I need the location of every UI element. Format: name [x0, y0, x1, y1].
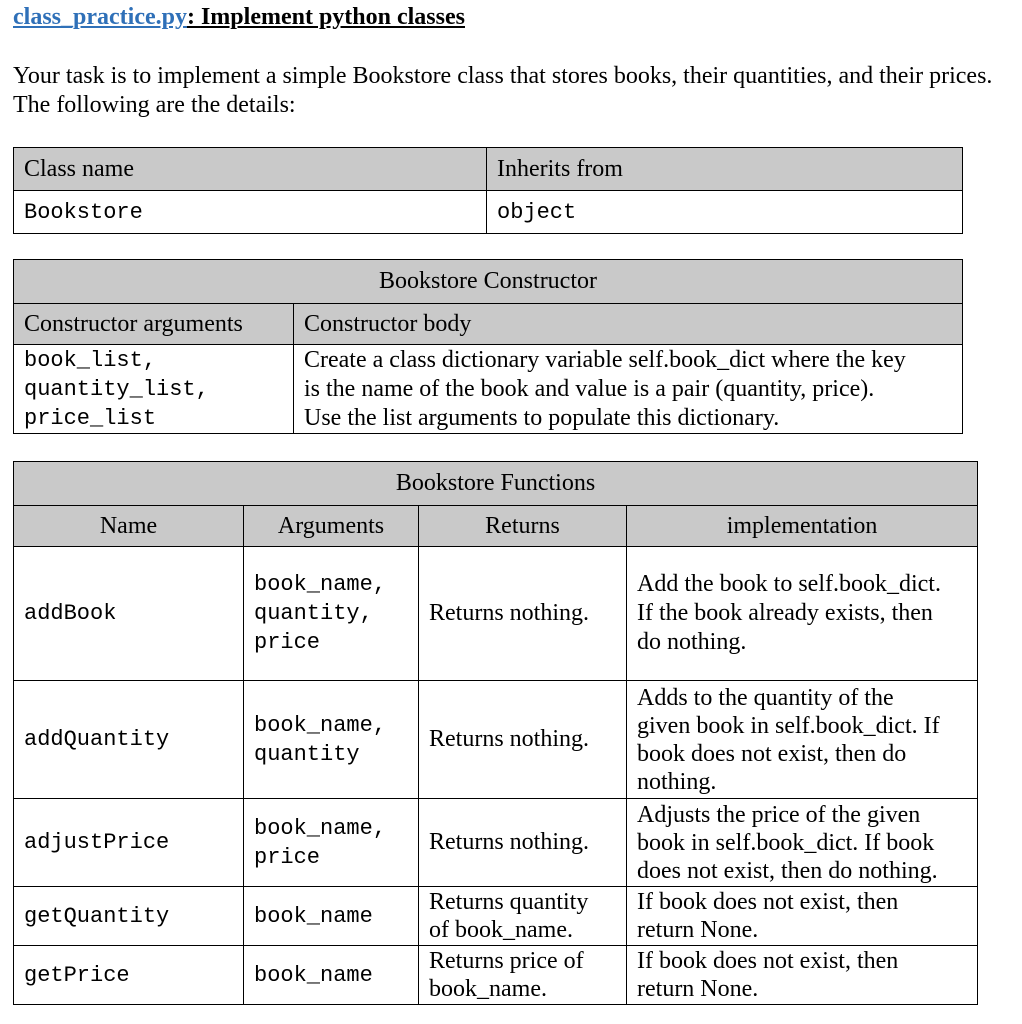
function-returns — [419, 681, 627, 799]
class-table — [13, 147, 963, 234]
impl-line: return None. — [637, 917, 759, 943]
function-arg: book_name, — [254, 572, 387, 597]
function-arg: book_name, — [254, 712, 387, 738]
constructor-body-cell — [294, 345, 963, 434]
function-name: addBook — [14, 547, 244, 681]
function-impl — [627, 946, 978, 1005]
returns-line: Returns nothing. — [429, 829, 589, 855]
constructor-body-line: Use the list arguments to populate this dictionary. — [304, 404, 780, 431]
heading-separator: : — [186, 4, 201, 30]
returns-line: Returns quantity — [429, 889, 589, 915]
impl-line: does not exist, then do nothing. — [637, 857, 938, 884]
constructor-args-header: Constructor arguments — [14, 304, 294, 345]
impl-line: Adjusts the price of the given — [637, 801, 921, 828]
constructor-body-header: Constructor body — [294, 304, 963, 345]
function-args — [244, 547, 419, 681]
function-args — [244, 681, 419, 799]
constructor-body-line: is the name of the book and value is a pair (quantity, price). — [304, 375, 875, 402]
returns-line: Returns price of — [429, 948, 584, 974]
function-impl — [627, 547, 978, 681]
function-returns — [419, 946, 627, 1005]
table-row — [14, 946, 978, 1005]
functions-title: Bookstore Functions — [14, 462, 978, 506]
function-impl — [627, 799, 978, 887]
impl-line: If the book already exists, then — [637, 600, 933, 626]
intro-paragraph: Your task is to implement a simple Bookstore class that stores books, their quantities, and their prices. The following are the details: — [13, 63, 993, 118]
table-row — [14, 799, 978, 887]
constructor-row — [14, 345, 963, 434]
function-arg: book_name — [254, 962, 373, 988]
class-name-header: Class name — [14, 148, 487, 191]
impl-line: Adds to the quantity of the — [637, 684, 894, 711]
function-args — [244, 946, 419, 1005]
function-args — [244, 887, 419, 946]
page-heading — [13, 4, 465, 31]
function-arg: price — [254, 630, 321, 655]
returns-line: Returns nothing. — [429, 600, 589, 626]
name-header: Name — [14, 506, 244, 547]
implementation-header: implementation — [627, 506, 978, 547]
class-name-cell: Bookstore — [14, 191, 487, 234]
function-args — [244, 799, 419, 887]
constructor-title: Bookstore Constructor — [14, 260, 963, 304]
impl-line: return None. — [637, 976, 759, 1002]
function-name: addQuantity — [14, 681, 244, 799]
constructor-header-row — [14, 304, 963, 345]
heading-title: Implement python classes — [200, 4, 465, 30]
filename-link[interactable]: class_practice.py — [13, 4, 187, 30]
functions-title-row — [14, 462, 978, 506]
inherits-from-header: Inherits from — [487, 148, 963, 191]
function-name: getPrice — [14, 946, 244, 1005]
impl-line: book in self.book_dict. If book — [637, 829, 935, 856]
functions-header-row — [14, 506, 978, 547]
function-arg: price — [254, 844, 321, 870]
functions-table — [13, 461, 978, 1005]
function-returns — [419, 799, 627, 887]
constructor-body-line: Create a class dictionary variable self.book_dict where the key — [304, 346, 906, 373]
returns-line: of book_name. — [429, 917, 573, 943]
arguments-header: Arguments — [244, 506, 419, 547]
constructor-arg: book_list, — [24, 347, 157, 373]
constructor-args-cell — [14, 345, 294, 434]
impl-line: If book does not exist, then — [637, 948, 899, 974]
class-table-header — [14, 148, 963, 191]
function-returns — [419, 887, 627, 946]
function-arg: quantity — [254, 741, 360, 767]
returns-line: book_name. — [429, 976, 547, 1002]
returns-line: Returns nothing. — [429, 726, 589, 752]
impl-line: book does not exist, then do — [637, 740, 907, 767]
constructor-table — [13, 259, 963, 434]
function-name: getQuantity — [14, 887, 244, 946]
table-row — [14, 887, 978, 946]
impl-line: Add the book to self.book_dict. — [637, 571, 941, 597]
impl-line: given book in self.book_dict. If — [637, 712, 940, 739]
inherits-from-cell: object — [487, 191, 963, 234]
constructor-title-row — [14, 260, 963, 304]
constructor-arg: quantity_list, — [24, 376, 209, 402]
function-arg: book_name, — [254, 815, 387, 841]
function-impl — [627, 887, 978, 946]
table-row — [14, 547, 978, 681]
function-impl — [627, 681, 978, 799]
function-returns — [419, 547, 627, 681]
function-arg: book_name — [254, 903, 373, 929]
returns-header: Returns — [419, 506, 627, 547]
function-arg: quantity, — [254, 601, 373, 626]
impl-line: nothing. — [637, 768, 717, 795]
class-table-row — [14, 191, 963, 234]
impl-line: If book does not exist, then — [637, 889, 899, 915]
table-row — [14, 681, 978, 799]
impl-line: do nothing. — [637, 629, 747, 655]
constructor-arg: price_list — [24, 405, 157, 431]
function-name: adjustPrice — [14, 799, 244, 887]
